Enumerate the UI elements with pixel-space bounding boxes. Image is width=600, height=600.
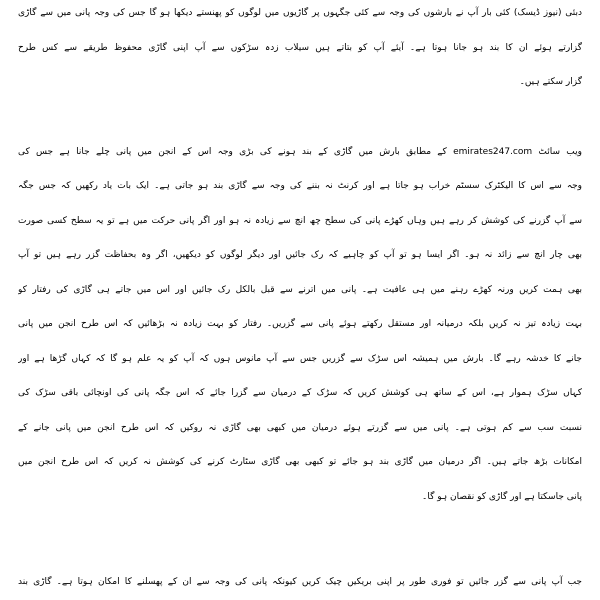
- text-line: کہاں سڑک ہموار ہے، اس کے ساتھ ہی کوشش کریں کہ سڑک کے درمیان سے گزرا جائے کہ اس جگہ پانی کی اونچائی باقی سڑک کی: [18, 388, 582, 398]
- text-line: وجہ سے اس کا الیکٹرک سسٹم خراب ہو جاتا ہے اور کرنٹ نہ بننے کی وجہ سے گاڑی بند ہو جاتی ہے۔ ایک بات یاد رکھیں کہ جس جگہ: [18, 181, 582, 191]
- text-line: گزارتے ہوئے ان کا بند ہو جانا ہوتا ہے۔ آیئے آپ کو بتاتے ہیں سیلاب زدہ سڑکوں سے آپ اپنی گاڑی محفوظ طریقے سے کس طرح: [18, 42, 582, 53]
- text-line: امکانات بڑھ جاتے ہیں۔ اگر درمیان میں گاڑی بند ہو جائے تو کبھی بھی گاڑی سٹارٹ کرنے کی کوشش نہ کریں کہ اس طرح انجن میں: [18, 457, 582, 467]
- text-line: پانی جاسکتا ہے اور گاڑی کو نقصان ہو گا۔: [422, 491, 582, 502]
- text-line: بہت زیادہ تیز نہ کریں بلکہ درمیانہ اور مستقل رکھتے ہوئے پانی سے گزریں۔ رفتار کو بہت زیادہ نہ بڑھائیں کہ اس طرح انجن میں پانی: [18, 319, 582, 329]
- text-line: ویب سائٹ emirates247.com کے مطابق بارش میں گاڑی کے بند ہونے کی بڑی وجہ اس کے انجن میں پانی چلے جانا ہے جس کی: [18, 146, 582, 157]
- paragraph-brakes: [18, 565, 582, 600]
- text-line: بھی چار انچ سے زائد نہ ہو۔ اگر ایسا ہو تو آپ کو چاہیے کہ رک جائیں اور دیگر لوگوں کو دیکھیں، اگر وہ بحفاظت گزر رہے ہیں تو آپ: [18, 250, 582, 260]
- paragraph-main: [18, 135, 582, 515]
- text-line: جانے کا خدشہ رہے گا۔ بارش میں ہمیشہ اس سڑک سے گزریں جس سے آپ مانوس ہوں کہ آپ کو یہ علم ہو گا کہ کہاں گڑھا ہے اور: [18, 353, 582, 364]
- text-line: نسبت سب سے کم ہوتی ہے۔ پانی میں سے گزرتے ہوئے درمیان میں کبھی بھی گاڑی نہ روکیں کہ اس طرح انجن میں پانی جانے کے: [18, 422, 582, 433]
- article-body: [18, 0, 582, 600]
- text-line: بھی ہمت کریں ورنہ کھڑے رہنے میں ہی عافیت ہے۔ پانی میں اترنے سے قبل بالکل رک جائیں اور اس میں جاتے ہی گاڑی کی رفتار کو: [18, 284, 582, 295]
- text-line: جب آپ پانی سے گزر جائیں تو فوری طور پر اپنی بریکیں چیک کریں کیونکہ پانی کی وجہ سے ان کے پھسلنے کا امکان ہوتا ہے۔ گاڑی بند: [18, 577, 582, 587]
- text-line: دبئی (نیوز ڈیسک) کئی بار آپ نے بارشوں کی وجہ سے کئی جگہوں پر گاڑیوں میں لوگوں کو پھنستے دیکھا ہو گا جس کی وجہ پانی میں سے گاڑی: [18, 8, 582, 18]
- paragraph-intro: [18, 0, 582, 100]
- text-line: سے آپ گزرنے کی کوشش کر رہے ہیں وہاں کھڑے پانی کی سطح چھ انچ سے زیادہ نہ ہو اور اگر پانی حرکت میں ہے تو یہ سطح کسی صورت: [18, 215, 582, 226]
- text-line: گزار سکتے ہیں۔: [519, 77, 582, 87]
